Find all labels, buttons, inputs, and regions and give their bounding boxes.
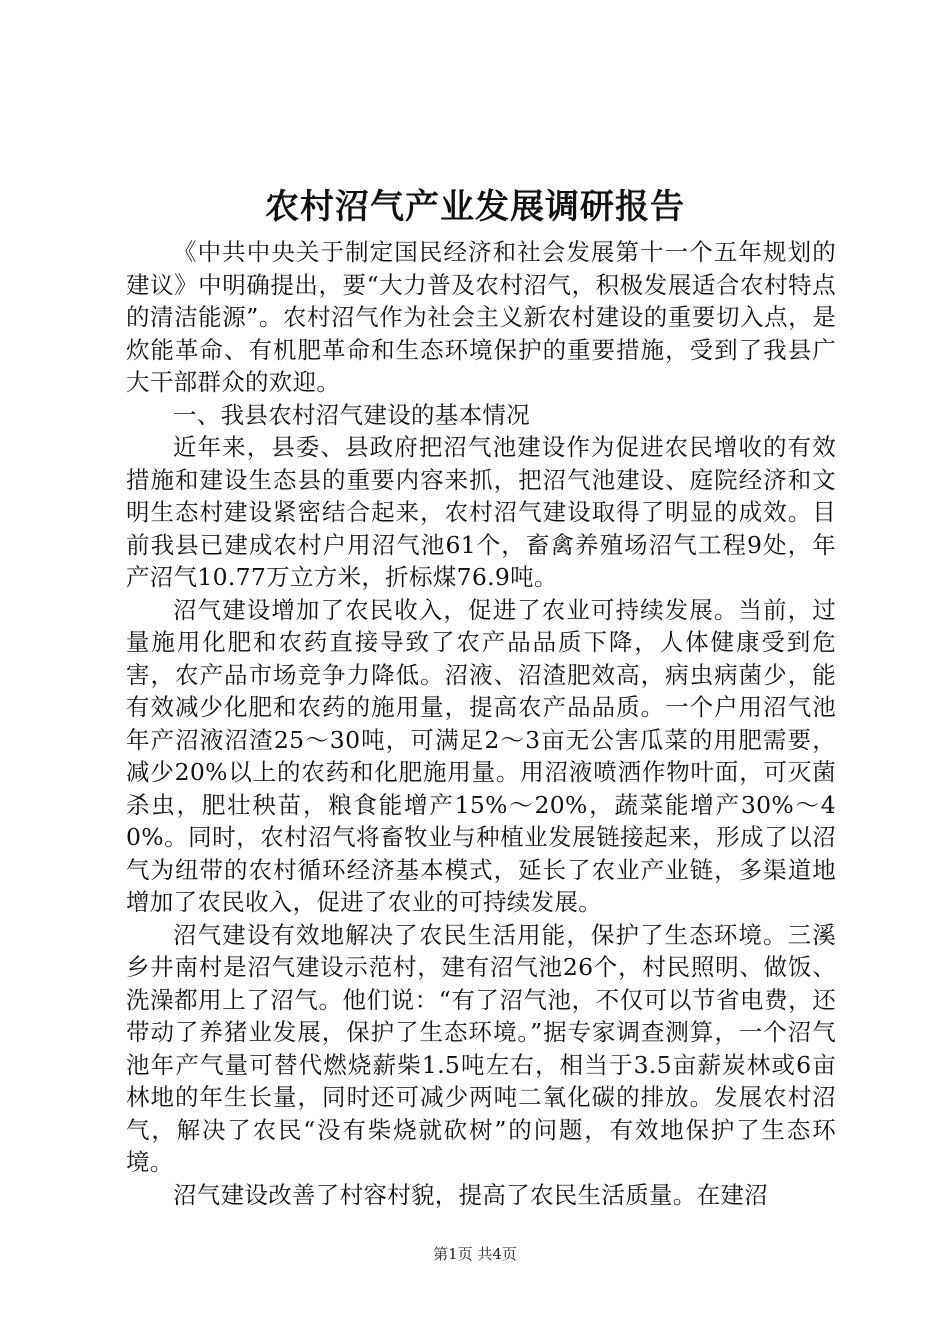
paragraph-intro: 《中共中央关于制定国民经济和社会发展第十一个五年规划的建议》中明确提出，要“大力普及农村沼气，积极发展适合农村特点的清洁能源”。农村沼气作为社会主义新农村建设的重要切入点，是炊能革命、有机肥革命和生态环境保护的重要措施，受到了我县广大干部群众的欢迎。	[126, 238, 836, 396]
paragraph-village-appearance: 沼气建设改善了村容村貌，提高了农民生活质量。在建沼	[173, 1180, 768, 1209]
paragraph-basic-situation: 近年来，县委、县政府把沼气池建设作为促进农民增收的有效措施和建设生态县的重要内容来抓，把沼气池建设、庭院经济和文明生态村建设紧密结合起来，农村沼气建设取得了明显的成效。目前我县已建成农村户用沼气池61个，畜禽养殖场沼气工程9处，年产沼气10.77万立方米，折标煤76.9吨。	[126, 433, 836, 591]
page-footer: 第1页 共4页	[433, 1245, 517, 1263]
document-title: 农村沼气产业发展调研报告	[265, 187, 685, 227]
paragraph-income-increase: 沼气建设增加了农民收入，促进了农业可持续发展。当前，过量施用化肥和农药直接导致了农产品品质下降，人体健康受到危害，农产品市场竞争力降低。沼液、沼渣肥效高，病虫病菌少，能有效减少化肥和农药的施用量，提高农产品品质。一个户用沼气池年产沼液沼渣25～30吨，可满足2～3亩无公害瓜菜的用肥需要，减少20%以上的农药和化肥施用量。用沼液喷洒作物叶面，可灭菌杀虫，肥壮秧苗，粮食能增产15%～20%，蔬菜能增产30%～40%。同时，农村沼气将畜牧业与种植业发展链接起来，形成了以沼气为纽带的农村循环经济基本模式，延长了农业产业链，多渠道地增加了农民收入，促进了农业的可持续发展。	[126, 595, 836, 916]
paragraph-ecology-protection: 沼气建设有效地解决了农民生活用能，保护了生态环境。三溪乡井南村是沼气建设示范村，建有沼气池26个，村民照明、做饭、洗澡都用上了沼气。他们说：“有了沼气池，不仅可以节省电费，还带动了养猪业发展，保护了生态环境。”据专家调查测算，一个沼气池年产气量可替代燃烧薪柴1.5吨左右，相当于3.5亩薪炭林或6亩林地的年生长量，同时还可减少两吨二氧化碳的排放。发展农村沼气，解决了农民“没有柴烧就砍树”的问题，有效地保护了生态环境。	[126, 920, 836, 1176]
document-body	[126, 236, 836, 1211]
section-heading-1: 一、我县农村沼气建设的基本情况	[173, 400, 530, 429]
